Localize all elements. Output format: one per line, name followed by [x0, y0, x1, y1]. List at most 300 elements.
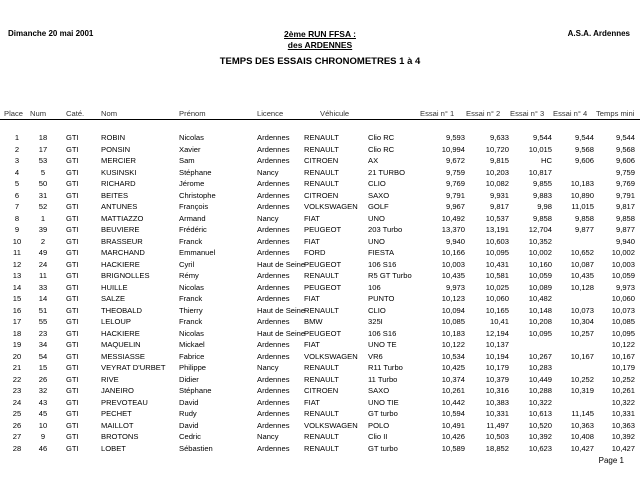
cell-nom: BROTONS	[101, 432, 139, 441]
cell-temps-mini: 9,769	[615, 179, 635, 188]
cell-prenom: Thierry	[179, 305, 203, 315]
cell-essai-4: 10,183	[570, 179, 594, 188]
cell-place: 8	[14, 213, 20, 223]
cell-essai-3: 10,392	[528, 432, 552, 441]
table-row	[0, 201, 640, 213]
table-row	[0, 420, 640, 432]
table-row	[0, 339, 640, 351]
cell-essai-3: 10,160	[528, 259, 552, 269]
cell-place: 1	[14, 133, 20, 142]
cell-temps-mini: 9,817	[615, 202, 635, 211]
cell-modele: R11 Turbo	[368, 363, 403, 372]
cell-licence: Ardennes	[257, 397, 290, 407]
cell-modele: UNO TE	[368, 340, 397, 349]
cell-essai-1: 10,094	[441, 305, 465, 315]
cell-place: 23	[12, 386, 22, 395]
table-row	[0, 247, 640, 259]
cell-essai-1: 10,589	[441, 443, 465, 453]
cell-essai-2: 12,194	[485, 328, 509, 338]
cell-nom: KUSINSKI	[101, 167, 137, 177]
cell-essai-4: 9,544	[574, 133, 594, 142]
cell-essai-1: 13,370	[441, 225, 465, 234]
cell-modele: AX	[368, 156, 379, 165]
cell-num: 52	[38, 202, 48, 211]
cell-place: 3	[14, 156, 20, 165]
cell-num: 14	[38, 294, 48, 303]
cell-essai-1: 10,442	[441, 397, 465, 407]
cell-essai-2: 10,537	[485, 213, 509, 223]
cell-cat: GTI	[66, 144, 79, 154]
cell-essai-4: 11,015	[571, 202, 594, 211]
cell-nom: BEUVIERE	[101, 225, 140, 234]
cell-place: 10	[12, 236, 22, 246]
cell-nom: MERCIER	[101, 156, 137, 165]
cell-modele: SAXO	[368, 386, 390, 395]
table-row	[0, 167, 640, 179]
cell-essai-1: 10,261	[441, 386, 465, 395]
cell-num: 54	[38, 351, 48, 361]
cell-licence: Haut de Seine	[257, 259, 306, 269]
cell-temps-mini: 9,791	[615, 190, 635, 200]
col-essai2-header: Essai n° 2	[466, 109, 501, 118]
cell-essai-2: 18,852	[485, 443, 509, 453]
cell-prenom: Sébastien	[179, 443, 213, 453]
cell-licence: Ardennes	[257, 317, 290, 326]
cell-nom: RICHARD	[101, 179, 136, 188]
cell-marque: RENAULT	[304, 305, 339, 315]
cell-essai-1: 9,769	[445, 179, 465, 188]
table-row	[0, 397, 640, 409]
col-cat-header: Caté.	[66, 109, 85, 118]
cell-essai-3: 9,98	[537, 202, 552, 211]
cell-licence: Nancy	[257, 432, 279, 441]
cell-prenom: Nicolas	[179, 282, 204, 292]
cell-nom: MAILLOT	[101, 420, 134, 430]
cell-essai-2: 10,095	[485, 248, 509, 257]
cell-temps-mini: 10,059	[611, 271, 635, 280]
cell-essai-3: 10,002	[528, 248, 552, 257]
cell-cat: GTI	[66, 305, 79, 315]
cell-essai-4: 10,167	[570, 351, 594, 361]
cell-marque: VOLKSWAGEN	[304, 420, 358, 430]
cell-prenom: Franck	[179, 236, 203, 246]
cell-licence: Ardennes	[257, 133, 290, 142]
cell-essai-1: 9,672	[445, 156, 465, 165]
cell-prenom: Armand	[179, 213, 206, 223]
cell-temps-mini: 9,759	[615, 167, 635, 177]
cell-essai-1: 9,940	[445, 236, 465, 246]
col-nom-header: Nom	[101, 109, 118, 118]
cell-modele: UNO TIE	[368, 397, 399, 407]
cell-cat: GTI	[66, 317, 79, 326]
cell-essai-3: 10,352	[528, 236, 552, 246]
organizer-name: A.S.A. Ardennes	[567, 29, 630, 38]
cell-cat: GTI	[66, 179, 79, 188]
cell-cat: GTI	[66, 294, 79, 303]
table-row	[0, 374, 640, 386]
cell-cat: GTI	[66, 190, 79, 200]
cell-nom: HUILLE	[101, 282, 128, 292]
cell-num: 10	[38, 420, 48, 430]
cell-essai-3: 10,520	[528, 420, 552, 430]
cell-essai-3: 10,148	[528, 305, 552, 315]
cell-prenom: Christophe	[179, 190, 216, 200]
table-row	[0, 431, 640, 443]
cell-modele: POLO	[368, 420, 390, 430]
cell-place: 14	[12, 282, 22, 292]
cell-licence: Haut de Seine	[257, 328, 306, 338]
cell-temps-mini: 10,261	[611, 386, 635, 395]
cell-essai-4: 10,073	[570, 305, 594, 315]
cell-prenom: Cyril	[179, 259, 195, 269]
table-row	[0, 351, 640, 363]
cell-place: 9	[14, 225, 20, 234]
cell-place: 2	[14, 144, 20, 154]
cell-modele: UNO	[368, 236, 385, 246]
cell-essai-3: 10,482	[528, 294, 552, 303]
cell-essai-1: 10,534	[441, 351, 465, 361]
cell-modele: CLIO	[368, 179, 386, 188]
cell-num: 9	[40, 432, 46, 441]
table-row	[0, 213, 640, 225]
cell-num: 17	[38, 144, 48, 154]
cell-num: 32	[38, 386, 48, 395]
cell-modele: Clio RC	[368, 133, 395, 142]
cell-nom: ANTUNES	[101, 202, 138, 211]
col-vehicule-header: Véhicule	[320, 109, 350, 118]
cell-marque: PEUGEOT	[304, 328, 342, 338]
cell-essai-2: 10,503	[485, 432, 509, 441]
cell-marque: RENAULT	[304, 271, 339, 280]
cell-essai-3: 9,855	[532, 179, 552, 188]
col-prenom-header: Prénom	[179, 109, 206, 118]
cell-place: 11	[13, 248, 21, 257]
cell-essai-3: 10,015	[528, 144, 552, 154]
cell-nom: MESSIASSE	[101, 351, 145, 361]
cell-marque: PEUGEOT	[304, 259, 342, 269]
cell-essai-4: 10,408	[570, 432, 594, 441]
cell-prenom: Nicolas	[179, 133, 204, 142]
table-body	[0, 132, 640, 454]
col-num-header: Num	[30, 109, 47, 118]
cell-licence: Ardennes	[257, 190, 290, 200]
cell-cat: GTI	[66, 236, 79, 246]
cell-marque: CITROEN	[304, 190, 339, 200]
cell-modele: GT turbo	[368, 409, 398, 418]
cell-essai-2: 9,931	[489, 190, 509, 200]
cell-essai-1: 10,594	[441, 409, 465, 418]
cell-cat: GTI	[66, 397, 79, 407]
table-row	[0, 385, 640, 397]
cell-num: 46	[38, 443, 48, 453]
cell-marque: PEUGEOT	[304, 282, 342, 292]
cell-nom: PREVOTEAU	[101, 397, 148, 407]
cell-essai-1: 10,435	[441, 271, 465, 280]
cell-essai-2: 10,316	[485, 386, 509, 395]
cell-marque: FIAT	[304, 397, 320, 407]
cell-essai-2: 11,497	[486, 420, 509, 430]
cell-nom: BEITES	[101, 190, 129, 200]
cell-temps-mini: 10,179	[611, 363, 635, 372]
cell-prenom: Rémy	[179, 271, 199, 280]
cell-essai-4: 10,435	[570, 271, 594, 280]
cell-modele: PUNTO	[368, 294, 395, 303]
table-row	[0, 270, 640, 282]
cell-temps-mini: 9,568	[615, 144, 635, 154]
cell-essai-1: 10,425	[441, 363, 465, 372]
cell-marque: BMW	[304, 317, 323, 326]
cell-temps-mini: 9,940	[615, 236, 635, 246]
cell-nom: HACKIERE	[101, 259, 140, 269]
cell-essai-3: 10,288	[528, 386, 552, 395]
cell-marque: RENAULT	[304, 409, 339, 418]
cell-marque: FIAT	[304, 236, 320, 246]
cell-licence: Ardennes	[257, 179, 290, 188]
cell-essai-2: 10,603	[485, 236, 509, 246]
cell-num: 5	[40, 167, 46, 177]
table-row	[0, 282, 640, 294]
cell-marque: RENAULT	[304, 363, 339, 372]
cell-nom: MARCHAND	[101, 248, 145, 257]
cell-num: 23	[38, 328, 48, 338]
cell-licence: Ardennes	[257, 374, 290, 384]
cell-nom: ROBIN	[101, 133, 126, 142]
event-date: Dimanche 20 mai 2001	[8, 29, 94, 38]
cell-essai-3: 12,704	[528, 225, 552, 234]
cell-modele: 106 S16	[368, 259, 397, 269]
cell-modele: VR6	[368, 351, 383, 361]
cell-essai-2: 10,060	[485, 294, 509, 303]
cell-place: 27	[12, 432, 22, 441]
cell-essai-3: 10,322	[528, 397, 552, 407]
cell-cat: GTI	[66, 340, 79, 349]
cell-cat: GTI	[66, 409, 79, 418]
cell-essai-2: 10,194	[485, 351, 509, 361]
cell-cat: GTI	[66, 328, 79, 338]
cell-num: 2	[40, 236, 46, 246]
cell-temps-mini: 9,858	[615, 213, 635, 223]
cell-num: 34	[38, 340, 48, 349]
cell-prenom: François	[179, 202, 209, 211]
cell-prenom: Rudy	[179, 409, 197, 418]
cell-cat: GTI	[66, 432, 79, 441]
table-row	[0, 144, 640, 156]
cell-modele: SAXO	[368, 190, 390, 200]
cell-marque: RENAULT	[304, 144, 339, 154]
cell-cat: GTI	[66, 374, 79, 384]
cell-nom: THEOBALD	[101, 305, 142, 315]
cell-essai-2: 13,191	[485, 225, 509, 234]
cell-essai-1: 10,426	[441, 432, 465, 441]
cell-essai-4: 9,606	[574, 156, 594, 165]
cell-essai-4: 10,304	[570, 317, 594, 326]
cell-nom: BRIGNOLLES	[101, 271, 150, 280]
cell-temps-mini: 9,877	[615, 225, 635, 234]
col-temps-mini-header: Temps mini	[596, 109, 635, 118]
cell-essai-3: 10,208	[528, 317, 552, 326]
cell-essai-2: 10,165	[485, 305, 509, 315]
cell-prenom: Franck	[179, 294, 203, 303]
cell-licence: Ardennes	[257, 294, 290, 303]
cell-cat: GTI	[66, 420, 79, 430]
cell-cat: GTI	[66, 259, 79, 269]
cell-place: 28	[12, 443, 22, 453]
cell-prenom: Didier	[179, 374, 199, 384]
cell-prenom: Nicolas	[179, 328, 204, 338]
cell-essai-2: 10,431	[485, 259, 509, 269]
cell-num: 24	[38, 259, 48, 269]
cell-modele: 106 S16	[368, 328, 397, 338]
cell-licence: Ardennes	[257, 282, 290, 292]
cell-licence: Ardennes	[257, 271, 290, 280]
cell-licence: Ardennes	[257, 420, 290, 430]
cell-marque: VOLKSWAGEN	[304, 351, 358, 361]
cell-temps-mini: 10,003	[611, 259, 635, 269]
cell-essai-1: 9,593	[445, 133, 465, 142]
table-row	[0, 305, 640, 317]
cell-prenom: Jérome	[179, 179, 205, 188]
cell-essai-3: 10,283	[528, 363, 552, 372]
cell-prenom: Philippe	[179, 363, 207, 372]
table-row	[0, 328, 640, 340]
cell-nom: RIVE	[101, 374, 119, 384]
cell-essai-4: 10,128	[570, 282, 594, 292]
cell-temps-mini: 10,167	[611, 351, 635, 361]
cell-num: 1	[40, 213, 46, 223]
cell-essai-1: 9,973	[445, 282, 465, 292]
cell-num: 55	[38, 317, 48, 326]
cell-essai-4: 10,252	[570, 374, 594, 384]
cell-essai-1: 10,491	[441, 420, 465, 430]
cell-temps-mini: 10,060	[611, 294, 635, 303]
cell-marque: FIAT	[304, 340, 320, 349]
cell-marque: FIAT	[304, 213, 320, 223]
cell-essai-2: 9,633	[489, 133, 509, 142]
cell-licence: Nancy	[257, 213, 279, 223]
cell-modele: GT turbo	[368, 443, 398, 453]
cell-essai-3: 10,613	[528, 409, 552, 418]
cell-temps-mini: 10,073	[611, 305, 635, 315]
cell-num: 50	[38, 179, 48, 188]
cell-prenom: Stéphane	[179, 386, 212, 395]
cell-cat: GTI	[66, 363, 79, 372]
cell-essai-4: 10,427	[570, 443, 594, 453]
cell-nom: HACKIERE	[101, 328, 140, 338]
cell-place: 17	[12, 317, 22, 326]
cell-essai-3: 10,267	[528, 351, 552, 361]
cell-num: 15	[38, 363, 48, 372]
table-row	[0, 155, 640, 167]
cell-licence: Ardennes	[257, 144, 290, 154]
cell-licence: Nancy	[257, 167, 279, 177]
cell-essai-2: 9,817	[489, 202, 509, 211]
table-row	[0, 443, 640, 455]
table-row	[0, 178, 640, 190]
cell-essai-4: 9,877	[574, 225, 594, 234]
cell-place: 21	[12, 363, 22, 372]
table-row	[0, 293, 640, 305]
cell-essai-3: 10,059	[528, 271, 552, 280]
col-licence-header: Licence	[257, 109, 284, 118]
cell-essai-1: 10,085	[441, 317, 465, 326]
cell-num: 31	[38, 190, 48, 200]
cell-nom: PONSIN	[101, 144, 131, 154]
cell-place: 19	[12, 340, 22, 349]
cell-modele: Clio RC	[368, 144, 395, 154]
cell-nom: PECHET	[101, 409, 132, 418]
table-row	[0, 224, 640, 236]
cell-nom: LELOUP	[101, 317, 131, 326]
table-row	[0, 362, 640, 374]
cell-essai-3: HC	[541, 156, 552, 165]
cell-prenom: Sam	[179, 156, 195, 165]
col-essai1-header: Essai n° 1	[420, 109, 455, 118]
cell-licence: Ardennes	[257, 351, 290, 361]
cell-num: 26	[38, 374, 48, 384]
cell-marque: PEUGEOT	[304, 225, 342, 234]
col-place-header: Place	[4, 109, 23, 118]
cell-essai-4: 10,087	[570, 259, 594, 269]
cell-licence: Ardennes	[257, 409, 290, 418]
cell-num: 39	[38, 225, 48, 234]
cell-essai-1: 9,759	[445, 167, 465, 177]
cell-temps-mini: 10,392	[611, 432, 635, 441]
cell-cat: GTI	[66, 386, 79, 395]
cell-nom: LOBET	[101, 443, 126, 453]
cell-essai-1: 9,791	[445, 190, 465, 200]
cell-prenom: Emmanuel	[179, 248, 216, 257]
cell-cat: GTI	[66, 225, 79, 234]
cell-essai-2: 9,815	[489, 156, 509, 165]
cell-prenom: Frédéric	[179, 225, 207, 234]
cell-temps-mini: 10,322	[611, 397, 635, 407]
cell-temps-mini: 10,002	[611, 248, 635, 257]
table-row	[0, 236, 640, 248]
cell-num: 49	[38, 248, 48, 257]
cell-essai-4: 9,858	[574, 213, 594, 223]
cell-essai-4: 11,145	[571, 409, 594, 418]
cell-nom: BRASSEUR	[101, 236, 143, 246]
cell-marque: RENAULT	[304, 179, 339, 188]
cell-modele: R5 GT Turbo	[368, 271, 412, 280]
cell-modele: GOLF	[368, 202, 389, 211]
cell-temps-mini: 9,544	[615, 133, 635, 142]
cell-prenom: Fabrice	[179, 351, 205, 361]
cell-licence: Ardennes	[257, 248, 290, 257]
cell-num: 11	[39, 271, 47, 280]
cell-essai-1: 10,003	[441, 259, 465, 269]
cell-modele: 11 Turbo	[368, 374, 398, 384]
cell-essai-2: 10,720	[485, 144, 509, 154]
cell-essai-4: 9,568	[574, 144, 594, 154]
cell-essai-4: 10,257	[570, 328, 594, 338]
cell-essai-3: 10,449	[528, 374, 552, 384]
cell-temps-mini: 10,095	[611, 328, 635, 338]
cell-licence: Ardennes	[257, 156, 290, 165]
cell-prenom: Xavier	[179, 144, 201, 154]
cell-temps-mini: 10,331	[611, 409, 635, 418]
cell-marque: FORD	[304, 248, 326, 257]
cell-essai-2: 10,41	[489, 317, 509, 326]
cell-essai-1: 10,123	[441, 294, 465, 303]
cell-marque: FIAT	[304, 294, 320, 303]
cell-num: 18	[38, 133, 48, 142]
cell-place: 12	[12, 259, 22, 269]
cell-num: 53	[38, 156, 48, 165]
cell-modele: Clio II	[368, 432, 388, 441]
cell-prenom: David	[179, 420, 199, 430]
cell-essai-1: 10,122	[441, 340, 465, 349]
